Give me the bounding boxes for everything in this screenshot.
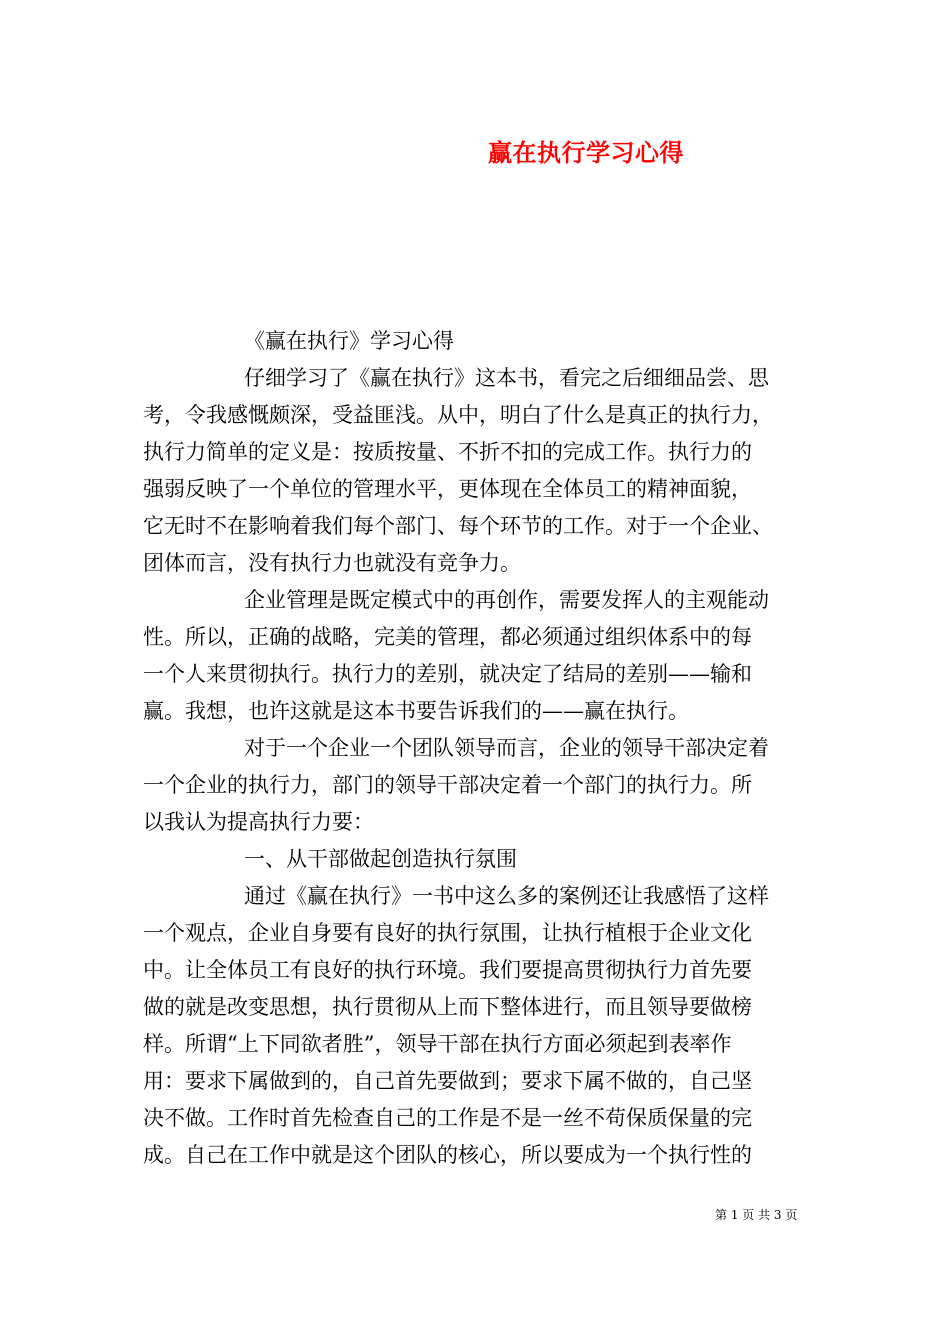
text-line: 通过《赢在执行》一书中这么多的案例还让我感悟了这样 — [244, 884, 769, 908]
section-heading: 一、从干部做起创造执行氛围 — [244, 847, 517, 871]
text-line: 执行力简单的定义是：按质按量、不折不扣的完成工作。执行力的 — [143, 440, 752, 464]
text-line: 仔细学习了《赢在执行》这本书，看完之后细细品尝、思 — [244, 366, 769, 390]
text-line: 《赢在执行》学习心得 — [244, 329, 454, 353]
text-line: 决不做。工作时首先检查自己的工作是不是一丝不苟保质保量的完 — [143, 1106, 752, 1130]
text-line: 考，令我感慨颇深，受益匪浅。从中，明白了什么是真正的执行力， — [143, 403, 773, 427]
text-line: 一个观点，企业自身要有良好的执行氛围，让执行植根于企业文化 — [143, 921, 752, 945]
page-number: 第 1 页 共 3 页 — [715, 1208, 798, 1222]
text-line: 一个企业的执行力，部门的领导干部决定着一个部门的执行力。所 — [143, 773, 752, 797]
text-line: 用：要求下属做到的，自己首先要做到；要求下属不做的，自己坚 — [143, 1069, 752, 1093]
text-line: 强弱反映了一个单位的管理水平，更体现在全体员工的精神面貌， — [143, 477, 752, 501]
text-line: 团体而言，没有执行力也就没有竞争力。 — [143, 551, 521, 575]
text-line: 一个人来贯彻执行。执行力的差别，就决定了结局的差别——输和 — [143, 662, 752, 686]
text-line: 企业管理是既定模式中的再创作，需要发挥人的主观能动 — [244, 588, 769, 612]
text-line: 性。所以，正确的战略，完美的管理，都必须通过组织体系中的每 — [143, 625, 752, 649]
text-line: 赢。我想，也许这就是这本书要告诉我们的——赢在执行。 — [143, 699, 689, 723]
text-line: 以我认为提高执行力要： — [143, 810, 374, 834]
text-line: 中。让全体员工有良好的执行环境。我们要提高贯彻执行力首先要 — [143, 958, 752, 982]
text-line: 做的就是改变思想，执行贯彻从上而下整体进行，而且领导要做榜 — [143, 995, 752, 1019]
text-line: 它无时不在影响着我们每个部门、每个环节的工作。对于一个企业、 — [143, 514, 773, 538]
page-title: 赢在执行学习心得 — [488, 138, 684, 167]
text-line: 样。所谓“上下同欲者胜”，领导干部在执行方面必须起到表率作 — [143, 1032, 732, 1056]
text-line: 对于一个企业一个团队领导而言，企业的领导干部决定着 — [244, 736, 769, 760]
text-line: 成。自己在工作中就是这个团队的核心，所以要成为一个执行性的 — [143, 1143, 752, 1167]
